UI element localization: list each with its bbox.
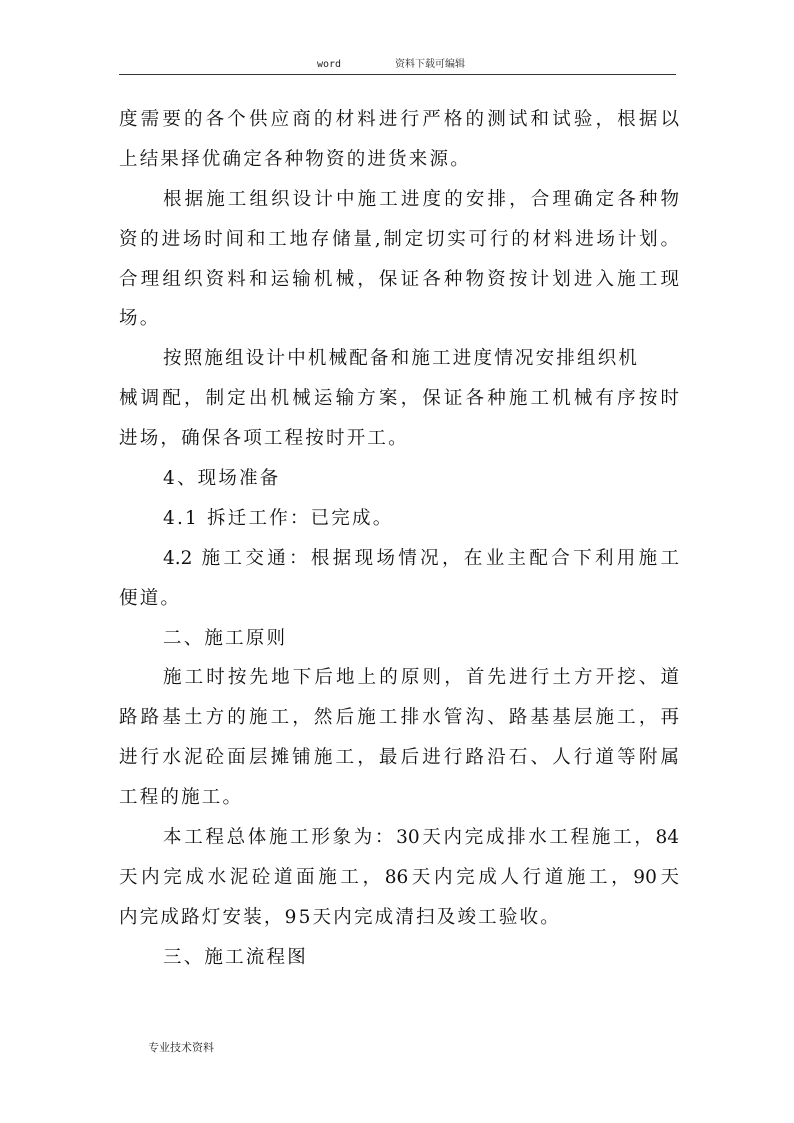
body-line: 4.2 施工交通：根据现场情况，在业主配合下利用施工 — [163, 547, 679, 569]
body-line: 天内完成水泥砼道面施工，86天内完成人行道施工，90天 — [119, 866, 679, 888]
body-line: 场。 — [119, 308, 161, 330]
body-line: 便道。 — [119, 587, 182, 609]
body-line: 内完成路灯安装，95天内完成清扫及竣工验收。 — [119, 906, 561, 928]
header-right-text: 资料下载可编辑 — [395, 59, 465, 70]
body-line: 进场，确保各项工程按时开工。 — [119, 428, 409, 450]
body-line: 按照施组设计中机械配备和施工进度情况安排组织机 — [163, 348, 640, 370]
body-line: 路路基土方的施工，然后施工排水管沟、路基基层施工，再 — [119, 707, 679, 729]
body-line: 资的进场时间和工地存储量,制定切实可行的材料进场计划。 — [119, 228, 679, 250]
body-line: 4.1 拆迁工作：已完成。 — [163, 507, 394, 529]
section-heading: 4、现场准备 — [163, 468, 281, 490]
body-line: 合理组织资料和运输机械，保证各种物资按计划进入施工现 — [119, 268, 679, 290]
header-rule — [119, 74, 676, 75]
body-line: 械调配，制定出机械运输方案，保证各种施工机械有序按时 — [119, 388, 679, 410]
body-line: 进行水泥砼面层摊铺施工，最后进行路沿石、人行道等附属 — [119, 747, 679, 769]
section-heading: 二、施工原则 — [163, 627, 288, 649]
header-left-text: word — [317, 59, 342, 70]
page-header — [119, 58, 676, 74]
document-body — [119, 100, 679, 978]
body-line: 上结果择优确定各种物资的进货来源。 — [119, 148, 471, 170]
body-line: 工程的施工。 — [119, 787, 244, 809]
body-line: 根据施工组织设计中施工进度的安排，合理确定各种物 — [163, 188, 679, 210]
body-line: 施工时按先地下后地上的原则，首先进行土方开挖、道 — [163, 667, 679, 689]
body-line: 度需要的各个供应商的材料进行严格的测试和试验，根据以 — [119, 109, 679, 130]
body-line: 本工程总体施工形象为：30天内完成排水工程施工，84 — [163, 827, 679, 849]
section-heading: 三、施工流程图 — [163, 946, 308, 968]
page-footer: 专业技术资料 — [148, 1041, 214, 1054]
